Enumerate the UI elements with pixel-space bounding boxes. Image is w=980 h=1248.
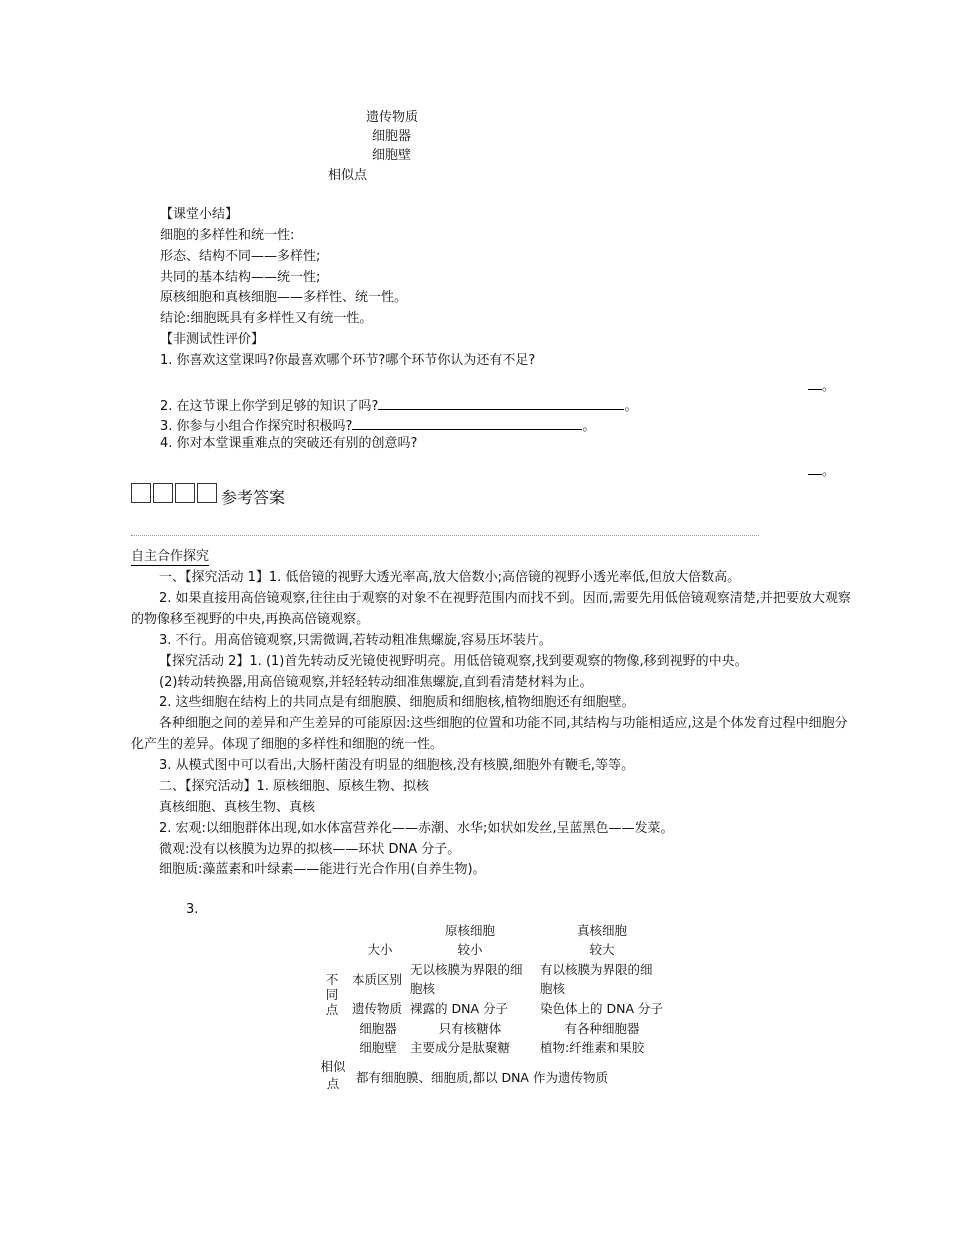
evaluation-heading: 【非测试性评价】 xyxy=(160,332,265,347)
summary-line: 形态、结构不同——多样性; xyxy=(160,249,321,264)
summary-line: 原核细胞和真核细胞——多样性、统一性。 xyxy=(160,290,408,305)
evaluation-question-2: 2. 在这节课上你学到足够的知识了吗? 。 xyxy=(160,395,637,415)
group-label-diff: 不同点 xyxy=(325,972,339,1017)
answer-paragraph: (2)转动转换器,用高倍镜观察,并轻轻转动细准焦螺旋,直到看清楚材料为止。 xyxy=(159,675,593,690)
answer-paragraph: 2. 这些细胞在结构上的共同点是有细胞膜、细胞质和细胞核,植物细胞还有细胞壁。 xyxy=(159,695,635,710)
summary-line: 细胞的多样性和统一性: xyxy=(160,228,295,243)
answer-paragraph: 2. 宏观:以细胞群体出现,如水体富营养化——赤潮、水华;如状如发丝,呈蓝黑色——发菜。 xyxy=(159,821,674,836)
evaluation-question-1: 1. 你喜欢这堂课吗?你最喜欢哪个环节?哪个环节你认为还有不足? xyxy=(160,353,536,368)
row-label: 细胞器 xyxy=(359,1021,397,1036)
summary-line: 共同的基本结构——统一性; xyxy=(160,270,321,285)
cell-prokaryote: 较小 xyxy=(457,942,483,957)
top-table-row-organelle: 细胞器 xyxy=(372,129,412,144)
answer-paragraph: 各种细胞之间的差异和产生差异的可能原因:这些细胞的位置和功能不同,其结构与功能相适应,这是个体发育过程中细胞分化产生的差异。体现了细胞的多样性和细胞的统一性。 xyxy=(131,716,848,752)
col-header-prokaryote: 原核细胞 xyxy=(444,923,495,938)
summary-line: 结论:细胞既具有多样性又有统一性。 xyxy=(160,311,373,326)
group-label-same: 相似点 xyxy=(320,1059,346,1091)
divider xyxy=(131,535,759,536)
answer-paragraph: 二、【探究活动】1. 原核细胞、原核生物、拟核 xyxy=(159,779,430,794)
answer-paragraph: 细胞质:藻蓝素和叶绿素——能进行光合作用(自养生物)。 xyxy=(159,862,486,877)
answers-title: 参考答案 xyxy=(221,488,286,507)
cell-eukaryote: 有以核膜为界限的细胞核 xyxy=(540,962,653,996)
answer-paragraph: 真核细胞、真核生物、真核 xyxy=(159,800,316,815)
cell-eukaryote: 较大 xyxy=(589,942,615,957)
answer-blank-3[interactable] xyxy=(352,415,582,430)
cell-prokaryote: 无以核膜为界限的细胞核 xyxy=(410,962,523,996)
answer-blank-1[interactable]: 。 xyxy=(808,375,835,395)
answer-paragraph: 2. 如果直接用高倍镜观察,往往由于观察的对象不在视野范围内而找不到。因而,需要先用低倍镜观察清楚,并把要放大观察的物像移至视野的中央,再换高倍镜观察。 xyxy=(131,591,851,627)
answers-subheading: 自主合作探究 xyxy=(131,549,210,564)
answer-item-3: 3. xyxy=(186,902,199,917)
cell-eukaryote: 染色体上的 DNA 分子 xyxy=(540,1001,663,1016)
cell-prokaryote: 主要成分是肽聚糖 xyxy=(410,1040,511,1055)
top-table-similar: 相似点 xyxy=(328,168,368,183)
title-boxes xyxy=(131,483,219,503)
row-label: 大小 xyxy=(367,942,393,957)
answer-blank-4[interactable]: 。 xyxy=(808,460,835,480)
answer-blank-2[interactable] xyxy=(378,395,624,410)
summary-heading: 【课堂小结】 xyxy=(160,207,239,222)
answer-paragraph: 【探究活动 2】1. (1)首先转动反光镜使视野明亮。用低倍镜观察,找到要观察的物像,移到视野的中央。 xyxy=(159,654,748,669)
row-label: 遗传物质 xyxy=(352,1001,403,1016)
cell-prokaryote: 裸露的 DNA 分子 xyxy=(410,1001,508,1016)
answer-paragraph: 一、【探究活动 1】1. 低倍镜的视野大透光率高,放大倍数小;高倍镜的视野小透光率低,但放大倍数高。 xyxy=(159,570,741,585)
cell-eukaryote: 植物:纤维素和果胶 xyxy=(540,1040,645,1055)
cell-eukaryote: 有各种细胞器 xyxy=(564,1021,640,1036)
top-table-row-genetic: 遗传物质 xyxy=(366,110,419,125)
row-label: 细胞壁 xyxy=(359,1040,397,1055)
cell-prokaryote: 只有核糖体 xyxy=(438,1021,502,1036)
answer-paragraph: 3. 不行。用高倍镜观察,只需微调,若转动粗准焦螺旋,容易压坏装片。 xyxy=(159,633,552,648)
answer-paragraph: 微观:没有以核膜为边界的拟核——环状 DNA 分子。 xyxy=(159,842,461,857)
top-table-row-cellwall: 细胞壁 xyxy=(372,148,412,163)
col-header-eukaryote: 真核细胞 xyxy=(576,923,627,938)
evaluation-question-4: 4. 你对本堂课重难点的突破还有别的创意吗? xyxy=(160,436,418,451)
evaluation-question-3: 3. 你参与小组合作探究时积极吗? 。 xyxy=(160,415,595,435)
row-label: 本质区别 xyxy=(352,972,403,987)
answer-paragraph: 3. 从模式图中可以看出,大肠杆菌没有明显的细胞核,没有核膜,细胞外有鞭毛,等等。 xyxy=(159,758,635,773)
same-text: 都有细胞膜、细胞质,都以 DNA 作为遗传物质 xyxy=(356,1070,608,1085)
